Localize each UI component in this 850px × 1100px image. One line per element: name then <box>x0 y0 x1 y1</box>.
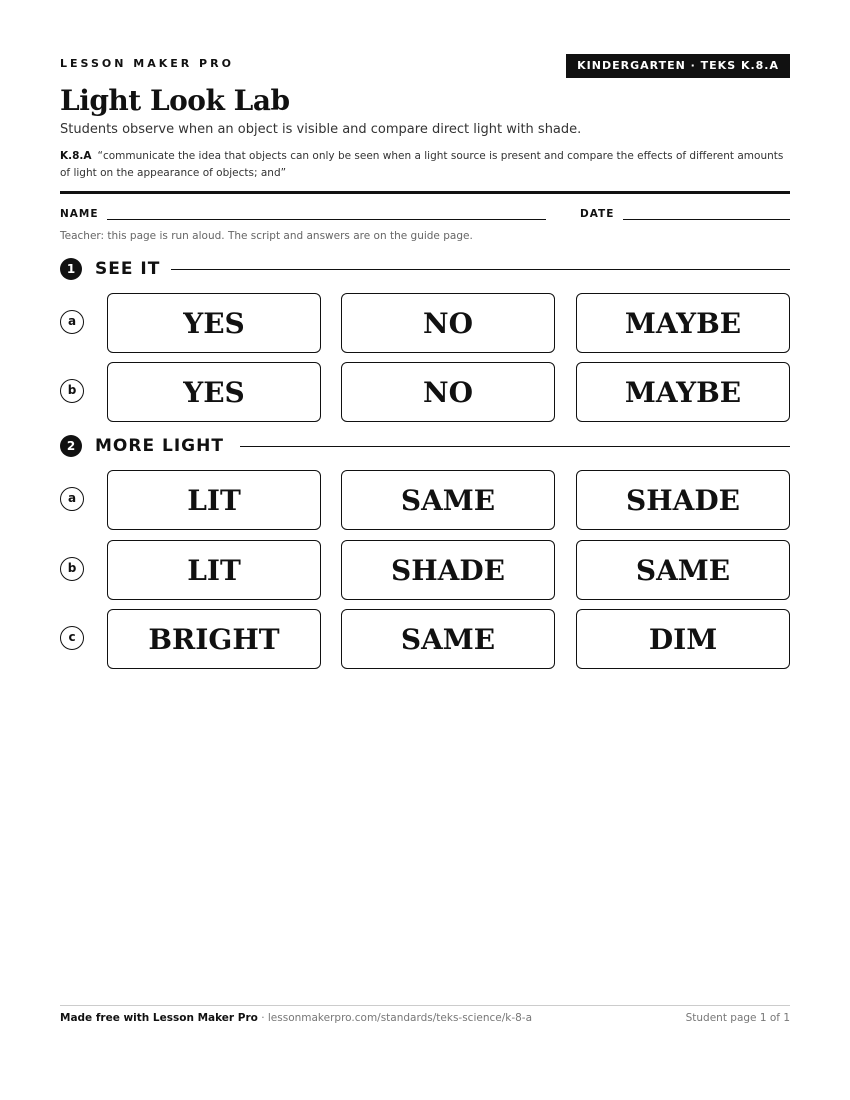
name-field[interactable] <box>107 219 546 220</box>
header-divider <box>60 191 790 194</box>
row-label: a <box>60 487 84 511</box>
footer-link[interactable]: · lessonmakerpro.com/standards/teks-science/k-8-a <box>257 1012 533 1024</box>
standard-description <box>60 148 790 182</box>
row-label: c <box>60 626 84 650</box>
answer-choice[interactable]: NO <box>341 362 555 422</box>
answer-choice[interactable]: DIM <box>576 609 790 669</box>
standard-text: “communicate the idea that objects can only be seen when a light source is present and compare the effects of different amounts of light on the appearance of objects; and” <box>60 150 784 179</box>
section-divider <box>171 269 790 270</box>
teacher-note: Teacher: this page is run aloud. The script and answers are on the guide page. <box>60 230 473 242</box>
section-see-it <box>60 258 790 280</box>
worksheet-page <box>60 0 790 1100</box>
footer-credit <box>60 1012 532 1024</box>
brand-name: LESSON MAKER PRO <box>60 57 234 70</box>
row-label: b <box>60 557 84 581</box>
answer-choice[interactable]: YES <box>107 293 321 353</box>
section-title: SEE IT <box>95 259 161 279</box>
answer-choice[interactable]: SAME <box>341 609 555 669</box>
question-row <box>60 362 790 422</box>
answer-choice[interactable]: SAME <box>576 540 790 600</box>
answer-choice[interactable]: BRIGHT <box>107 609 321 669</box>
page-title: Light Look Lab <box>60 84 290 117</box>
name-label: NAME <box>60 208 99 220</box>
section-number: 2 <box>60 435 82 457</box>
answer-choice[interactable]: YES <box>107 362 321 422</box>
footer-page-number: Student page 1 of 1 <box>685 1012 790 1024</box>
date-field[interactable] <box>623 219 790 220</box>
date-label: DATE <box>580 208 615 220</box>
section-more-light <box>60 435 790 457</box>
row-label: a <box>60 310 84 334</box>
section-title: MORE LIGHT <box>95 436 224 456</box>
answer-choice[interactable]: LIT <box>107 540 321 600</box>
question-row <box>60 609 790 669</box>
answer-choice[interactable]: SAME <box>341 470 555 530</box>
answer-choice[interactable]: SHADE <box>576 470 790 530</box>
answer-choice[interactable]: SHADE <box>341 540 555 600</box>
footer-divider <box>60 1005 790 1006</box>
page-subtitle: Students observe when an object is visible and compare direct light with shade. <box>60 122 582 137</box>
answer-choice[interactable]: MAYBE <box>576 293 790 353</box>
answer-choice[interactable]: LIT <box>107 470 321 530</box>
section-number: 1 <box>60 258 82 280</box>
answer-choice[interactable]: NO <box>341 293 555 353</box>
standard-code: K.8.A <box>60 150 92 162</box>
footer-made-with: Made free with Lesson Maker Pro <box>60 1012 258 1024</box>
section-divider <box>240 446 790 447</box>
question-row <box>60 470 790 530</box>
answer-choice[interactable]: MAYBE <box>576 362 790 422</box>
grade-standard-badge: KINDERGARTEN · TEKS K.8.A <box>566 54 790 78</box>
question-row <box>60 293 790 353</box>
question-row <box>60 540 790 600</box>
row-label: b <box>60 379 84 403</box>
